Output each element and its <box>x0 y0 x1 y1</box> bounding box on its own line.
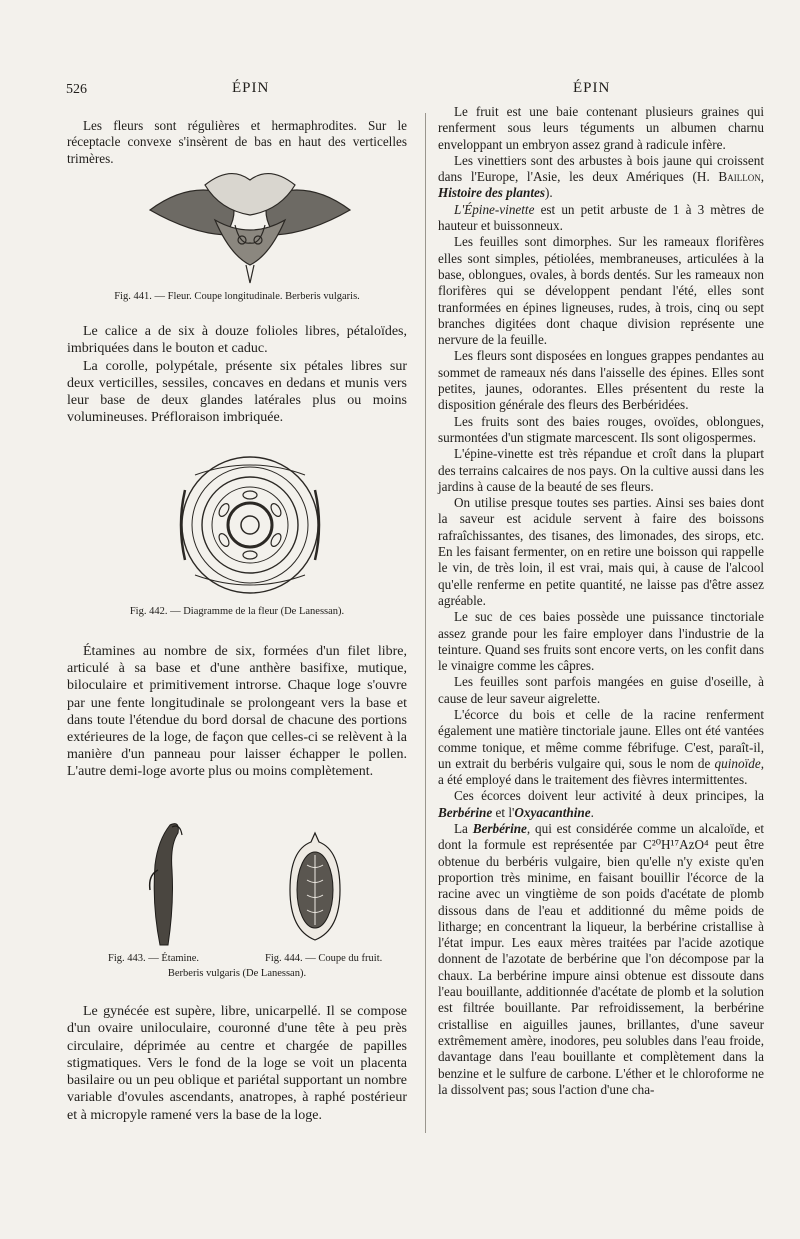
left-paragraph-5-text: Le gynécée est supère, libre, unicarpellé. Il se compose d'un ovaire uniloculaire, couronné d'une tête à peu près circulaire, déprimée au centre et chargée de papilles stigmatiques. Vers le fond de la loge se voit un placenta basilaire ou un peu oblique et pariétal supportant un nombre variable d'ovules ascendants, anatropes, à raphé postérieur et à micropyle ramené vers la base de la loge. <box>67 1004 407 1123</box>
term-epine-vinette: L'Épine-vinette <box>454 201 535 217</box>
figure-444-fruit-section <box>285 830 345 945</box>
right-paragraph-9: Le suc de ces baies possède une puissance tinctoriale assez grande pour les faire employer dans l'industrie de la teinture. Quand ses fruits sont encore verts, on les confit dans le vinaigre comme les câpres. <box>438 609 764 674</box>
figure-443-stamen <box>140 815 190 955</box>
right-p3-text: est un petit arbuste de 1 à 3 mètres de hauteur et buissonneux. <box>438 201 764 234</box>
figure-441-caption: Fig. 441. — Fleur. Coupe longitudinale. Berberis vulgaris. <box>114 291 360 302</box>
right-paragraph-4: Les feuilles sont dimorphes. Sur les rameaux florifères elles sont simples, pétiolées, membraneuses, articulées à la base, oblongues, ovales, à bords dentés. Sur les rameaux non florifères qui se développent pendant l'été, elles sont tranformées en épines ligneuses, rudes, à trois, cinq ou sept branches digitées dont chaque division représente une nervure de la feuille. <box>438 234 764 348</box>
right-p12-end: . <box>590 804 594 820</box>
author-name: Baillon <box>718 169 761 185</box>
right-paragraph-13 <box>438 821 764 1098</box>
figure-441-flower-section <box>130 165 370 285</box>
figure-444-caption: Fig. 444. — Coupe du fruit. <box>265 953 383 964</box>
right-column <box>438 104 764 1098</box>
term-oxyacanthine: Oxyacanthine <box>514 804 591 820</box>
right-paragraph-5: Les fleurs sont disposées en longues grappes pendantes au sommet de rameaux nés dans l'aisselle des épines. Elles sont petites, jaunes, odorantes. Elles présentent du reste la disposition générale des fleurs des Berbéridées. <box>438 348 764 413</box>
figures-species-caption: Berberis vulgaris (De Lanessan). <box>167 968 307 979</box>
left-paragraph-1 <box>67 118 407 167</box>
right-p11-text-b: , a été employé dans le traitement des fièvres intermittentes. <box>438 755 764 788</box>
figure-442-caption: Fig. 442. — Diagramme de la fleur (De Lanessan). <box>129 606 345 617</box>
figure-442-floral-diagram <box>175 450 325 600</box>
term-quinoide: quinoïde <box>714 755 761 771</box>
right-paragraph-10: Les feuilles sont parfois mangées en guise d'oseille, à cause de leur saveur aigrelette. <box>438 674 764 706</box>
right-p2-end: ). <box>544 185 553 201</box>
right-p11-text-a: L'écorce du bois et celle de la racine renferment également une matière tinctoriale jaune. Elles ont été vantées comme tonique, et même comme fébrifuge. C'est, paraît-il, un extrait du berbéris vulgaire qui, sous le nom de <box>438 706 764 771</box>
term-berberine: Berbérine <box>438 804 493 820</box>
right-p12-mid: et l' <box>492 804 515 820</box>
figure-443-caption: Fig. 443. — Étamine. <box>108 953 199 964</box>
right-p13-text-a: La <box>454 821 473 837</box>
right-paragraph-12 <box>438 788 764 821</box>
right-paragraph-8: On utilise presque toutes ses parties. Ainsi ses baies dont la saveur est acidule servent à faire des boissons rafraîchissantes, des tisanes, des limonades, des sirops, etc. En les faisant fermenter, on en retire une boisson qui rappelle le vin, de très loin, il est vrai, mais qui, à cause de l'alcool qu'elle renferme en petite quantité, ne laisse pas d'être assez agréable. <box>438 495 764 608</box>
left-paragraph-5 <box>67 1003 407 1124</box>
right-p2-text: Les vinettiers sont des arbustes à bois jaune qui croissent dans l'Europe, l'Asie, les deux Amériques (H. <box>438 152 764 185</box>
left-paragraph-4 <box>67 643 407 781</box>
right-p13-text-b: , qui est considérée comme un alcaloïde, et dont la formule est représentée par C²⁰H¹⁷AzO⁴ peut être obtenue du berbéris vulgaire, bien qu'elle n'y existe qu'en proportion très minime, en faisant bouillir l'écorce de la racine avec un vingtième de son poids d'acétate de plomb dissous dans de l'eau et additionné du même poids de litharge; en concentrant la liqueur, la berbérine cristallise à l'état impur. Les eaux mères traitées par l'acide azotique donnent de l'azotate de berbérine que l'on décompose par la chaux. La berbérine impure ainsi obtenue est dissoute dans l'eau bouillante, additionnée d'acétate de plomb et la solution est filtrée bouillante. Par refroidissement, la berbérine cristallise en aiguilles jaunes, brillantes, d'une saveur extrêmement amère, inodores, peu solubles dans l'eau froide, davantage dans l'eau bouillante et complètement dans la benzine et le sulfure de carbone. L'éther et le chloroforme ne la dissolvent pas; sous l'action d'une cha- <box>438 821 764 1097</box>
page-number: 526 <box>66 82 87 97</box>
right-p12-text: Ces écorces doivent leur activité à deux principes, la <box>454 788 764 804</box>
right-paragraph-1: Le fruit est une baie contenant plusieurs graines qui renferment sous leurs téguments un albumen charnu enveloppant un embryon assez grand à radicule infère. <box>438 104 764 152</box>
right-paragraph-11 <box>438 707 764 788</box>
column-rule <box>425 113 426 1133</box>
left-paragraph-1-text: Les fleurs sont régulières et hermaphrodites. Sur le réceptacle convexe s'insèrent de bas en haut des verticelles trimères. <box>67 118 407 166</box>
left-paragraph-3-text: La corolle, polypétale, présente six pétales libres sur deux verticilles, sessiles, concaves en dedans et munis vers leur base de deux glandes latérales plus ou moins volumineuses. Préfloraison imbriquée. <box>67 359 407 425</box>
left-paragraph-2-text: Le calice a de six à douze folioles libres, pétaloïdes, imbriquées dans le bouton et caduc. <box>67 324 407 356</box>
left-paragraph-4-text: Étamines au nombre de six, formées d'un filet libre, articulé à sa base et d'une anthère basifixe, mutique, biloculaire et primitivement introrse. Chaque loge s'ouvre par une fente longitudinale se prolongeant vers la base et dans toute l'étendue du bord dorsal de chacune des portions extérieures de la loge, de façon que celles-ci se relèvent à la manière d'un panneau pour laisser échapper le pollen. L'autre demi-loge avorte plus ou moins complètement. <box>67 644 407 780</box>
right-paragraph-7: L'épine-vinette est très répandue et croît dans la plupart des terrains calcaires de nos pays. On la cultive aussi dans les jardins à cause de la beauté de ses fleurs. <box>438 446 764 494</box>
work-title: Histoire des plantes <box>438 185 545 201</box>
right-paragraph-3 <box>438 202 764 235</box>
right-paragraph-6: Les fruits sont des baies rouges, ovoïdes, oblongues, surmontées d'un stigmate marcescent. Ils sont oligospermes. <box>438 413 764 445</box>
running-head-right: ÉPIN <box>573 80 611 96</box>
left-paragraph-3 <box>67 358 407 426</box>
running-head-left: ÉPIN <box>232 80 270 96</box>
left-paragraph-2 <box>67 323 407 357</box>
term-berberine-2: Berbérine <box>472 821 527 837</box>
right-p2-sep: , <box>760 169 764 185</box>
right-paragraph-2 <box>438 153 764 202</box>
